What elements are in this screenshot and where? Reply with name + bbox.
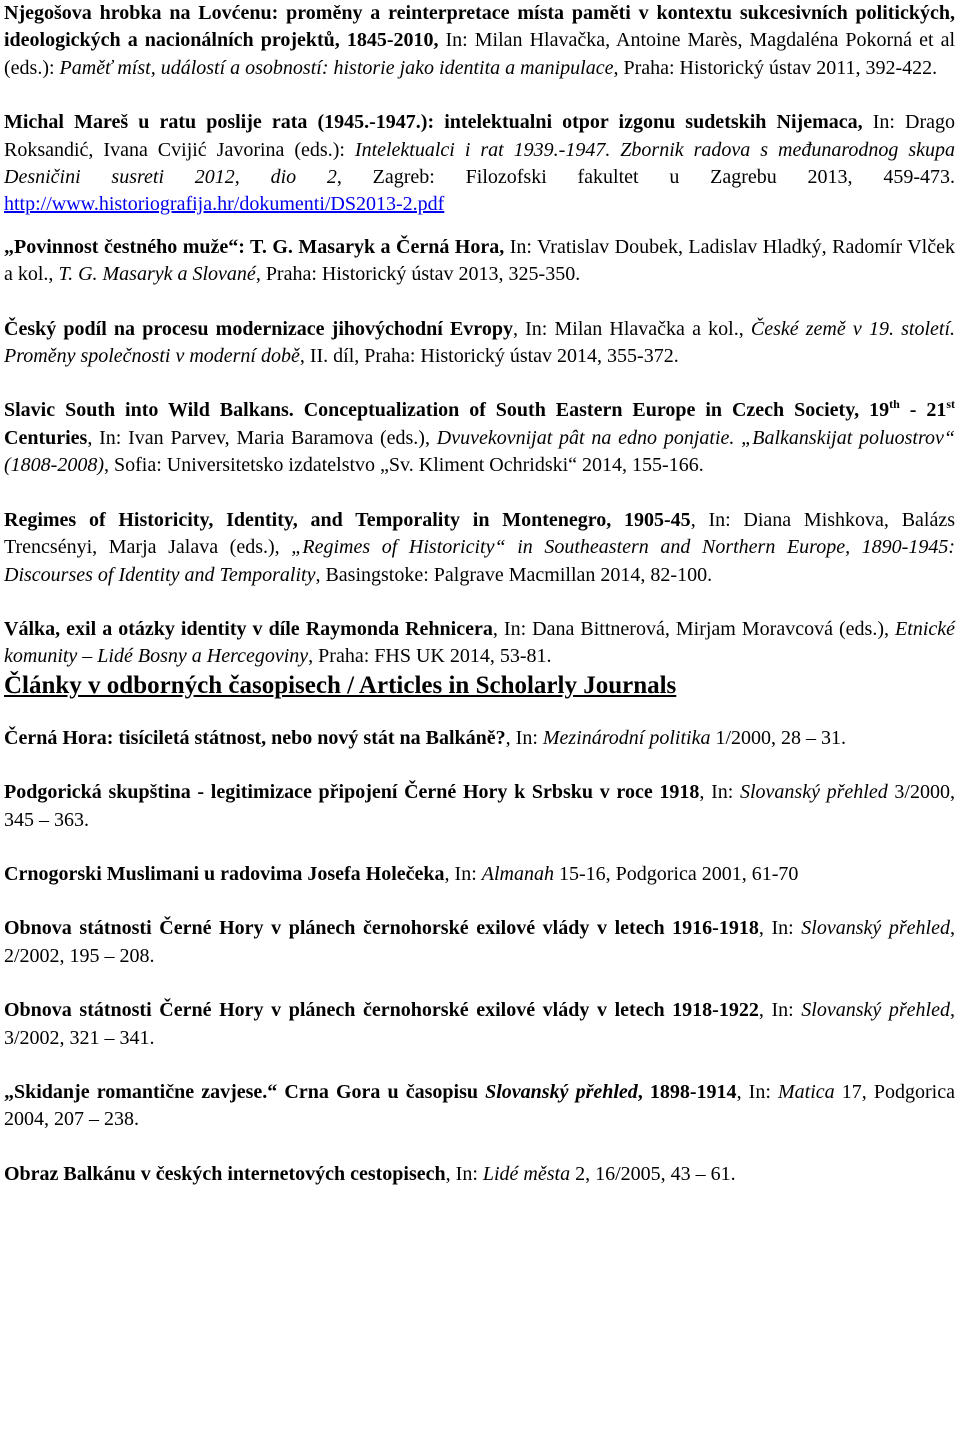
entry-title: Podgorická skupština - legitimizace připojení Černé Hory k Srbsku v roce 1918 [4,781,700,804]
entry-issue: 2, 16/2005, 43 – 61. [570,1162,736,1185]
entry-publisher: , II. díl, Praha: Historický ústav 2014, 355-372. [299,345,679,368]
entry-issue: , 3/2002, 321 – 341. [4,999,955,1049]
entry-book-title: České země v 19. století. Proměny společnosti v moderní době [4,317,956,368]
entry-editors: , In: Diana Mishkova, Balázs Trencsényi, Marja Jalava (eds.), [4,508,956,559]
entry-journal: Slovanský přehled [739,781,888,804]
entry-journal: Almanah [481,862,554,885]
entry-title: Regimes of Historicity, Identity, and Temporality in Montenegro, 1905-45 [4,508,691,531]
entry-issue: 15-16, Podgorica 2001, 61-70 [553,862,799,885]
entry-title: Válka, exil a otázky identity v díle Raymonda Rehnicera [4,617,493,640]
entry-journal: Slovanský přehled [801,917,950,940]
article-entry-3: Crnogorski Muslimani u radovima Josefa Holečeka, In: Almanah 15-16, Podgorica 2001, 61-70 [4,862,799,885]
article-entry-6: „Skidanje romantične zavjese.“ Crna Gora u časopisu Slovanský přehled, 1898-1914, In: Matica 17, Podgorica 2004, 207 – 238. [4,1080,955,1131]
entry-title: „Skidanje romantične zavjese.“ Crna Gora u časopisu Slovanský přehled, 1898-1914 [4,1080,737,1103]
entry-book-title: Paměť míst, událostí a osobností: historie jako identita a manipulace [59,56,614,79]
entry-journal: Matica [778,1080,835,1103]
entry-publisher: , Praha: Historický ústav 2013, 325-350. [255,263,581,286]
entry-editors: In: Milan Hlavačka, Antoine Marès, Magdaléna Pokorná et al (eds.): [4,29,956,79]
entry-title: „Povinnost čestného muže“: T. G. Masaryk a Černá Hora, [4,235,505,258]
entry-title: Obnova státnosti Černé Hory v plánech černohorské exilové vlády v letech 1916-1918 [4,917,759,940]
entry-book-title: Intelektualci i rat 1939.-1947. Zbornik radova s međunarodnog skupa Desničini susreti 2012, dio 2 [4,138,956,189]
entry-editors: , In: Dana Bittnerová, Mirjam Moravcová (eds.), [492,617,896,640]
chapter-entry-7 [4,616,955,671]
entry-title: Njegošova hrobka na Lovćenu: proměny a reinterpretace místa paměti v kontextu sukcesivních politických, ideologických a nacionálních projektů, 1845-2010, [4,2,955,52]
entry-editors: , In: Ivan Parvev, Maria Baramova (eds.), [87,426,437,449]
entry-title: Slavic South into Wild Balkans. Conceptualization of South Eastern Europe in Czech Society, 19th - 21st Centuries [4,397,955,449]
entry-title: Obraz Balkánu v českých internetových cestopisech [4,1162,446,1185]
entry-title: Český podíl na procesu modernizace jihovýchodní Evropy [4,317,513,340]
entry-title: Obnova státnosti Černé Hory v plánech černohorské exilové vlády v letech 1918-1922 [4,999,759,1022]
entry-editors: In: Vratislav Doubek, Ladislav Hladký, Radomír Vlček a kol., [4,235,955,286]
chapter-entry-6 [4,507,955,589]
article-entry-4: Obnova státnosti Černé Hory v plánech černohorské exilové vlády v letech 1916-1918, In: Slovanský přehled, 2/2002, 195 – 208. [4,917,955,967]
entry-publisher: , Praha: FHS UK 2014, 53-81. [308,645,552,668]
chapter-entry-1 [4,0,955,82]
entry-editors: , In: Milan Hlavačka a kol., [512,317,751,340]
entry-title: Crnogorski Muslimani u radovima Josefa Holečeka [4,862,445,885]
entry-title: Černá Hora: tisíciletá státnost, nebo nový stát na Balkáně? [4,726,506,749]
section-heading: Články v odborných časopisech / Articles in Scholarly Journals [4,671,677,699]
chapter-entry-2 [4,109,955,219]
entry-issue: 17, Podgorica 2004, 207 – 238. [4,1080,955,1131]
chapter-entry-4 [4,316,955,371]
entry-book-title: Etnické komunity – Lidé Bosny a Hercegoviny [4,617,956,668]
article-entry-5: Obnova státnosti Černé Hory v plánech černohorské exilové vlády v letech 1918-1922, In: Slovanský přehled, 3/2002, 321 – 341. [4,999,955,1049]
entry-publisher: , Sofia: Universitetsko izdatelstvo „Sv. Kliment Ochridski“ 2014, 155-166. [103,454,704,477]
chapter-entry-3 [4,234,955,289]
article-entry-7: Obraz Balkánu v českých internetových cestopisech, In: Lidé města 2, 16/2005, 43 – 61. [4,1162,736,1185]
entry-journal: Slovanský přehled [801,999,950,1022]
chapter-entry-5 [4,397,955,479]
entry-book-title: T. G. Masaryk a Slované [58,263,256,286]
entry-issue: 3/2000, 345 – 363. [4,781,955,831]
entry-editors: In: Drago Roksandić, Ivana Cvijić Javorina (eds.): [4,111,955,161]
entry-publisher: , Basingstoke: Palgrave Macmillan 2014, 82-100. [315,563,713,586]
entry-issue: 1/2000, 28 – 31. [710,726,847,749]
article-entry-2: Podgorická skupština - legitimizace připojení Černé Hory k Srbsku v roce 1918, In: Slovanský přehled 3/2000, 345 – 363. [4,781,955,831]
entry-publisher: , Praha: Historický ústav 2011, 392-422. [613,56,938,79]
article-entry-1: Černá Hora: tisíciletá státnost, nebo nový stát na Balkáně?, In: Mezinárodní politika 1/2000, 28 – 31. [4,726,847,749]
entry-title: Michal Mareš u ratu poslije rata (1945.-1947.): intelektualni otpor izgonu sudetskih Nijemaca, [4,111,863,134]
entry-issue: , 2/2002, 195 – 208. [4,917,955,967]
entry-book-title: „Regimes of Historicity“ in Southeastern and Northern Europe, 1890-1945: Discourses of Identity and Temporality [4,536,956,586]
pdf-link[interactable]: http://www.historiografija.hr/dokumenti/DS2013-2.pdf [4,193,445,216]
entry-publisher: , Zagreb: Filozofski fakultet u Zagrebu 2013, 459-473. [336,166,955,189]
entry-book-title: Dvuvekovnijat pât na edno ponjatie. „Balkanskijat poluostrov“ (1808-2008) [4,426,955,477]
entry-journal: Mezinárodní politika [542,726,711,749]
entry-journal: Lidé města [482,1162,571,1185]
